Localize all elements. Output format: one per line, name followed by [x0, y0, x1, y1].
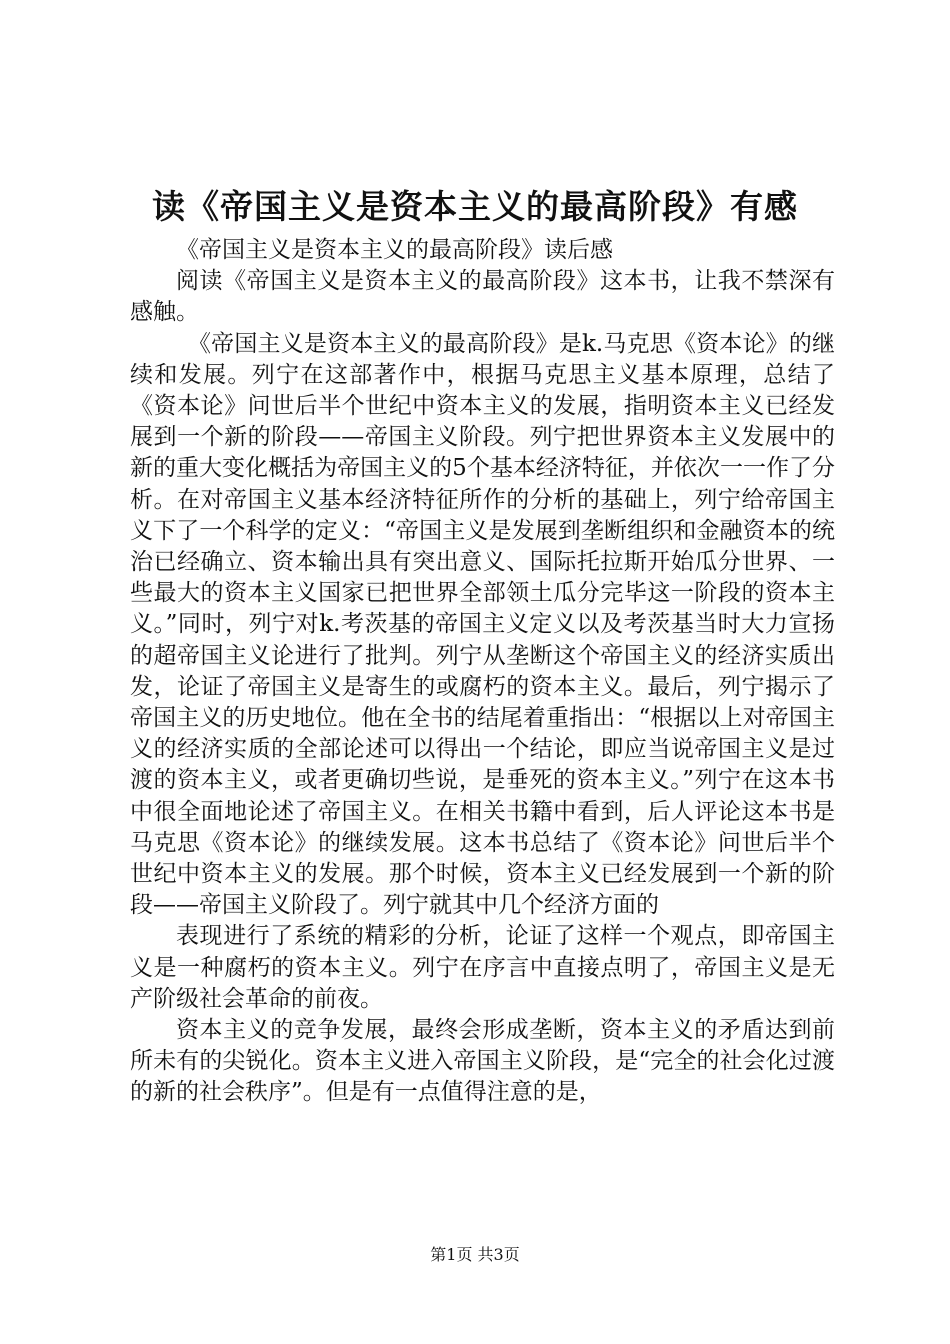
document-title: 读《帝国主义是资本主义的最高阶段》有感 — [152, 187, 798, 226]
paragraph-4: 资本主义的竞争发展，最终会形成垄断，资本主义的矛盾达到前所未有的尖锐化。资本主义进入帝国主义阶段，是“完全的社会化过渡的新的社会秩序”。但是有一点值得注意的是， — [130, 1017, 835, 1106]
paragraph-3: 表现进行了系统的精彩的分析，论证了这样一个观点，即帝国主义是一种腐朽的资本主义。列宁在序言中直接点明了，帝国主义是无产阶级社会革命的前夜。 — [130, 923, 835, 1012]
page-footer: 第1页 共3页 — [430, 1245, 520, 1264]
paragraph-1: 阅读《帝国主义是资本主义的最高阶段》这本书，让我不禁深有感触。 — [130, 268, 835, 326]
document-subtitle: 《帝国主义是资本主义的最高阶段》读后感 — [176, 237, 613, 263]
paragraph-2: 《帝国主义是资本主义的最高阶段》是k.马克思《资本论》的继续和发展。列宁在这部著作中，根据马克思主义基本原理，总结了《资本论》问世后半个世纪中资本主义的发展，指明资本主义已经发展到一个新的阶段——帝国主义阶段。列宁把世界资本主义发展中的新的重大变化概括为帝国主义的5个基本经济特征，并依次一一作了分析。在对帝国主义基本经济特征所作的分析的基础上，列宁给帝国主义下了一个科学的定义：“帝国主义是发展到垄断组织和金融资本的统治已经确立、资本输出具有突出意义、国际托拉斯开始瓜分世界、一些最大的资本主义国家已把世界全部领土瓜分完毕这一阶段的资本主义。”同时，列宁对k.考茨基的帝国主义定义以及考茨基当时大力宣扬的超帝国主义论进行了批判。列宁从垄断这个帝国主义的经济实质出发，论证了帝国主义是寄生的或腐朽的资本主义。最后，列宁揭示了帝国主义的历史地位。他在全书的结尾着重指出：“根据以上对帝国主义的经济实质的全部论述可以得出一个结论，即应当说帝国主义是过渡的资本主义，或者更确切些说，是垂死的资本主义。”列宁在这本书中很全面地论述了帝国主义。在相关书籍中看到，后人评论这本书是马克思《资本论》的继续发展。这本书总结了《资本论》问世后半个世纪中资本主义的发展。那个时候，资本主义已经发展到一个新的阶段——帝国主义阶段了。列宁就其中几个经济方面的 — [130, 330, 835, 919]
document-body — [130, 235, 835, 1109]
